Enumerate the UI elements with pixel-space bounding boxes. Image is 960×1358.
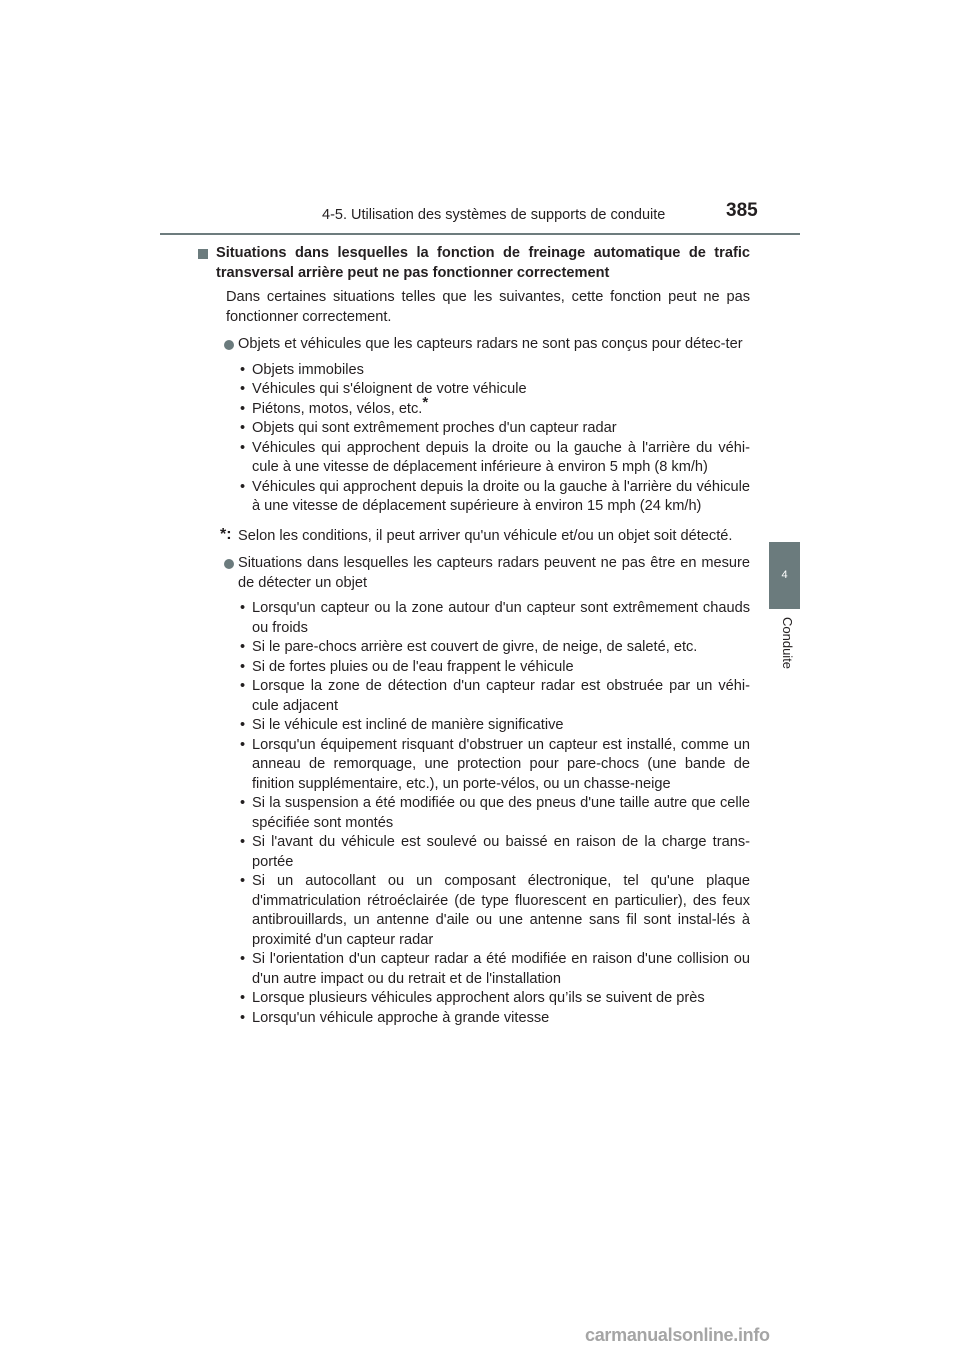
page-number: 385: [726, 200, 758, 221]
circle-bullet-icon: [224, 340, 234, 350]
section-title: 4-5. Utilisation des systèmes de supports de conduite: [322, 207, 666, 223]
situations-list: [198, 599, 750, 1028]
list-item: • Si un autocollant ou un composant électronique, tel qu'une plaque d'immatriculation rétroéclairée (de type fluorescent en particulier), des feux antibrouillards, un antenne d'aile ou une antenne sans fil sont instal-lés à proximité d'un capteur radar: [240, 873, 750, 948]
list-item: • Lorsque plusieurs véhicules approchent alors qu’ils se suivent de près: [240, 990, 705, 1006]
header-divider: [160, 233, 800, 235]
list-item: • Piétons, motos, vélos, etc.*: [240, 393, 429, 417]
list-item: • Si le véhicule est incliné de manière significative: [240, 717, 564, 733]
list-item: • Objets qui sont extrêmement proches d'un capteur radar: [240, 420, 617, 436]
list-item: • Si le pare-chocs arrière est couvert de givre, de neige, de saleté, etc.: [240, 639, 698, 655]
list-item: • Si l'avant du véhicule est soulevé ou baissé en raison de la charge trans-portée: [240, 834, 750, 870]
footnote-text: Selon les conditions, il peut arriver qu'un véhicule et/ou un objet soit détecté.: [238, 527, 733, 544]
list-item: • Lorsqu'un véhicule approche à grande vitesse: [240, 1009, 550, 1026]
circle-bullet-icon: [224, 559, 234, 569]
chapter-label: Conduite: [780, 617, 795, 670]
watermark: carmanualsonline.info: [585, 1325, 770, 1345]
list-item: • Si de fortes pluies ou de l'eau frappent le véhicule: [240, 658, 574, 675]
list-item: • Lorsqu'un équipement risquant d'obstruer un capteur est installé, comme un anneau de remorquage, une protection pour pare-chocs (une bande de finition supplémentaire, etc.), un porte-vélos, ou un chasse-neige: [240, 736, 750, 792]
chapter-tab: 4: [769, 542, 800, 609]
group-radar-limitations: [198, 554, 750, 593]
footnote-marker: *:: [220, 525, 232, 543]
square-bullet-icon: [198, 249, 208, 259]
page-header: [0, 0, 960, 240]
group-objects-not-detected: [198, 335, 750, 355]
objects-list: [198, 361, 750, 517]
list-item: • Lorsque la zone de détection d'un capteur radar est obstruée par un véhi-cule adjacent: [240, 678, 750, 714]
list-item: • Objets immobiles: [240, 361, 364, 378]
list-item: • Véhicules qui approchent depuis la droite ou la gauche à l'arrière du véhicule à une vitesse de déplacement supérieure à environ 15 mph (24 km/h): [240, 478, 750, 514]
list-item: • Si la suspension a été modifiée ou que des pneus d'une taille autre que celle spécifiée sont montés: [240, 795, 750, 831]
list-item: • Si l'orientation d'un capteur radar a été modifiée en raison d'une collision ou d'un autre impact ou du retrait et de l'installation: [240, 951, 750, 987]
intro-paragraph: Dans certaines situations telles que les suivantes, cette fonction peut ne pas fonctionner correctement.: [226, 289, 750, 325]
list-item: • Lorsqu'un capteur ou la zone autour d'un capteur sont extrêmement chauds ou froids: [240, 600, 750, 636]
footnote-star: *: [422, 393, 429, 411]
main-content: [198, 244, 750, 1028]
section-heading: [198, 244, 750, 283]
footnote: [198, 527, 750, 547]
heading-text: Situations dans lesquelles la fonction de freinage automatique de trafic transversal arrière peut ne pas fonctionner correctement: [216, 245, 750, 281]
group-title: Objets et véhicules que les capteurs radars ne sont pas conçus pour détec-ter: [238, 336, 743, 352]
list-item: • Véhicules qui s'éloignent de votre véhicule: [240, 381, 527, 397]
list-item: • Véhicules qui approchent depuis la droite ou la gauche à l'arrière du véhi-cule à une vitesse de déplacement inférieure à environ 5 mph (8 km/h): [240, 439, 750, 475]
group-title: Situations dans lesquelles les capteurs radars peuvent ne pas être en mesure de détecter un objet: [238, 555, 750, 591]
